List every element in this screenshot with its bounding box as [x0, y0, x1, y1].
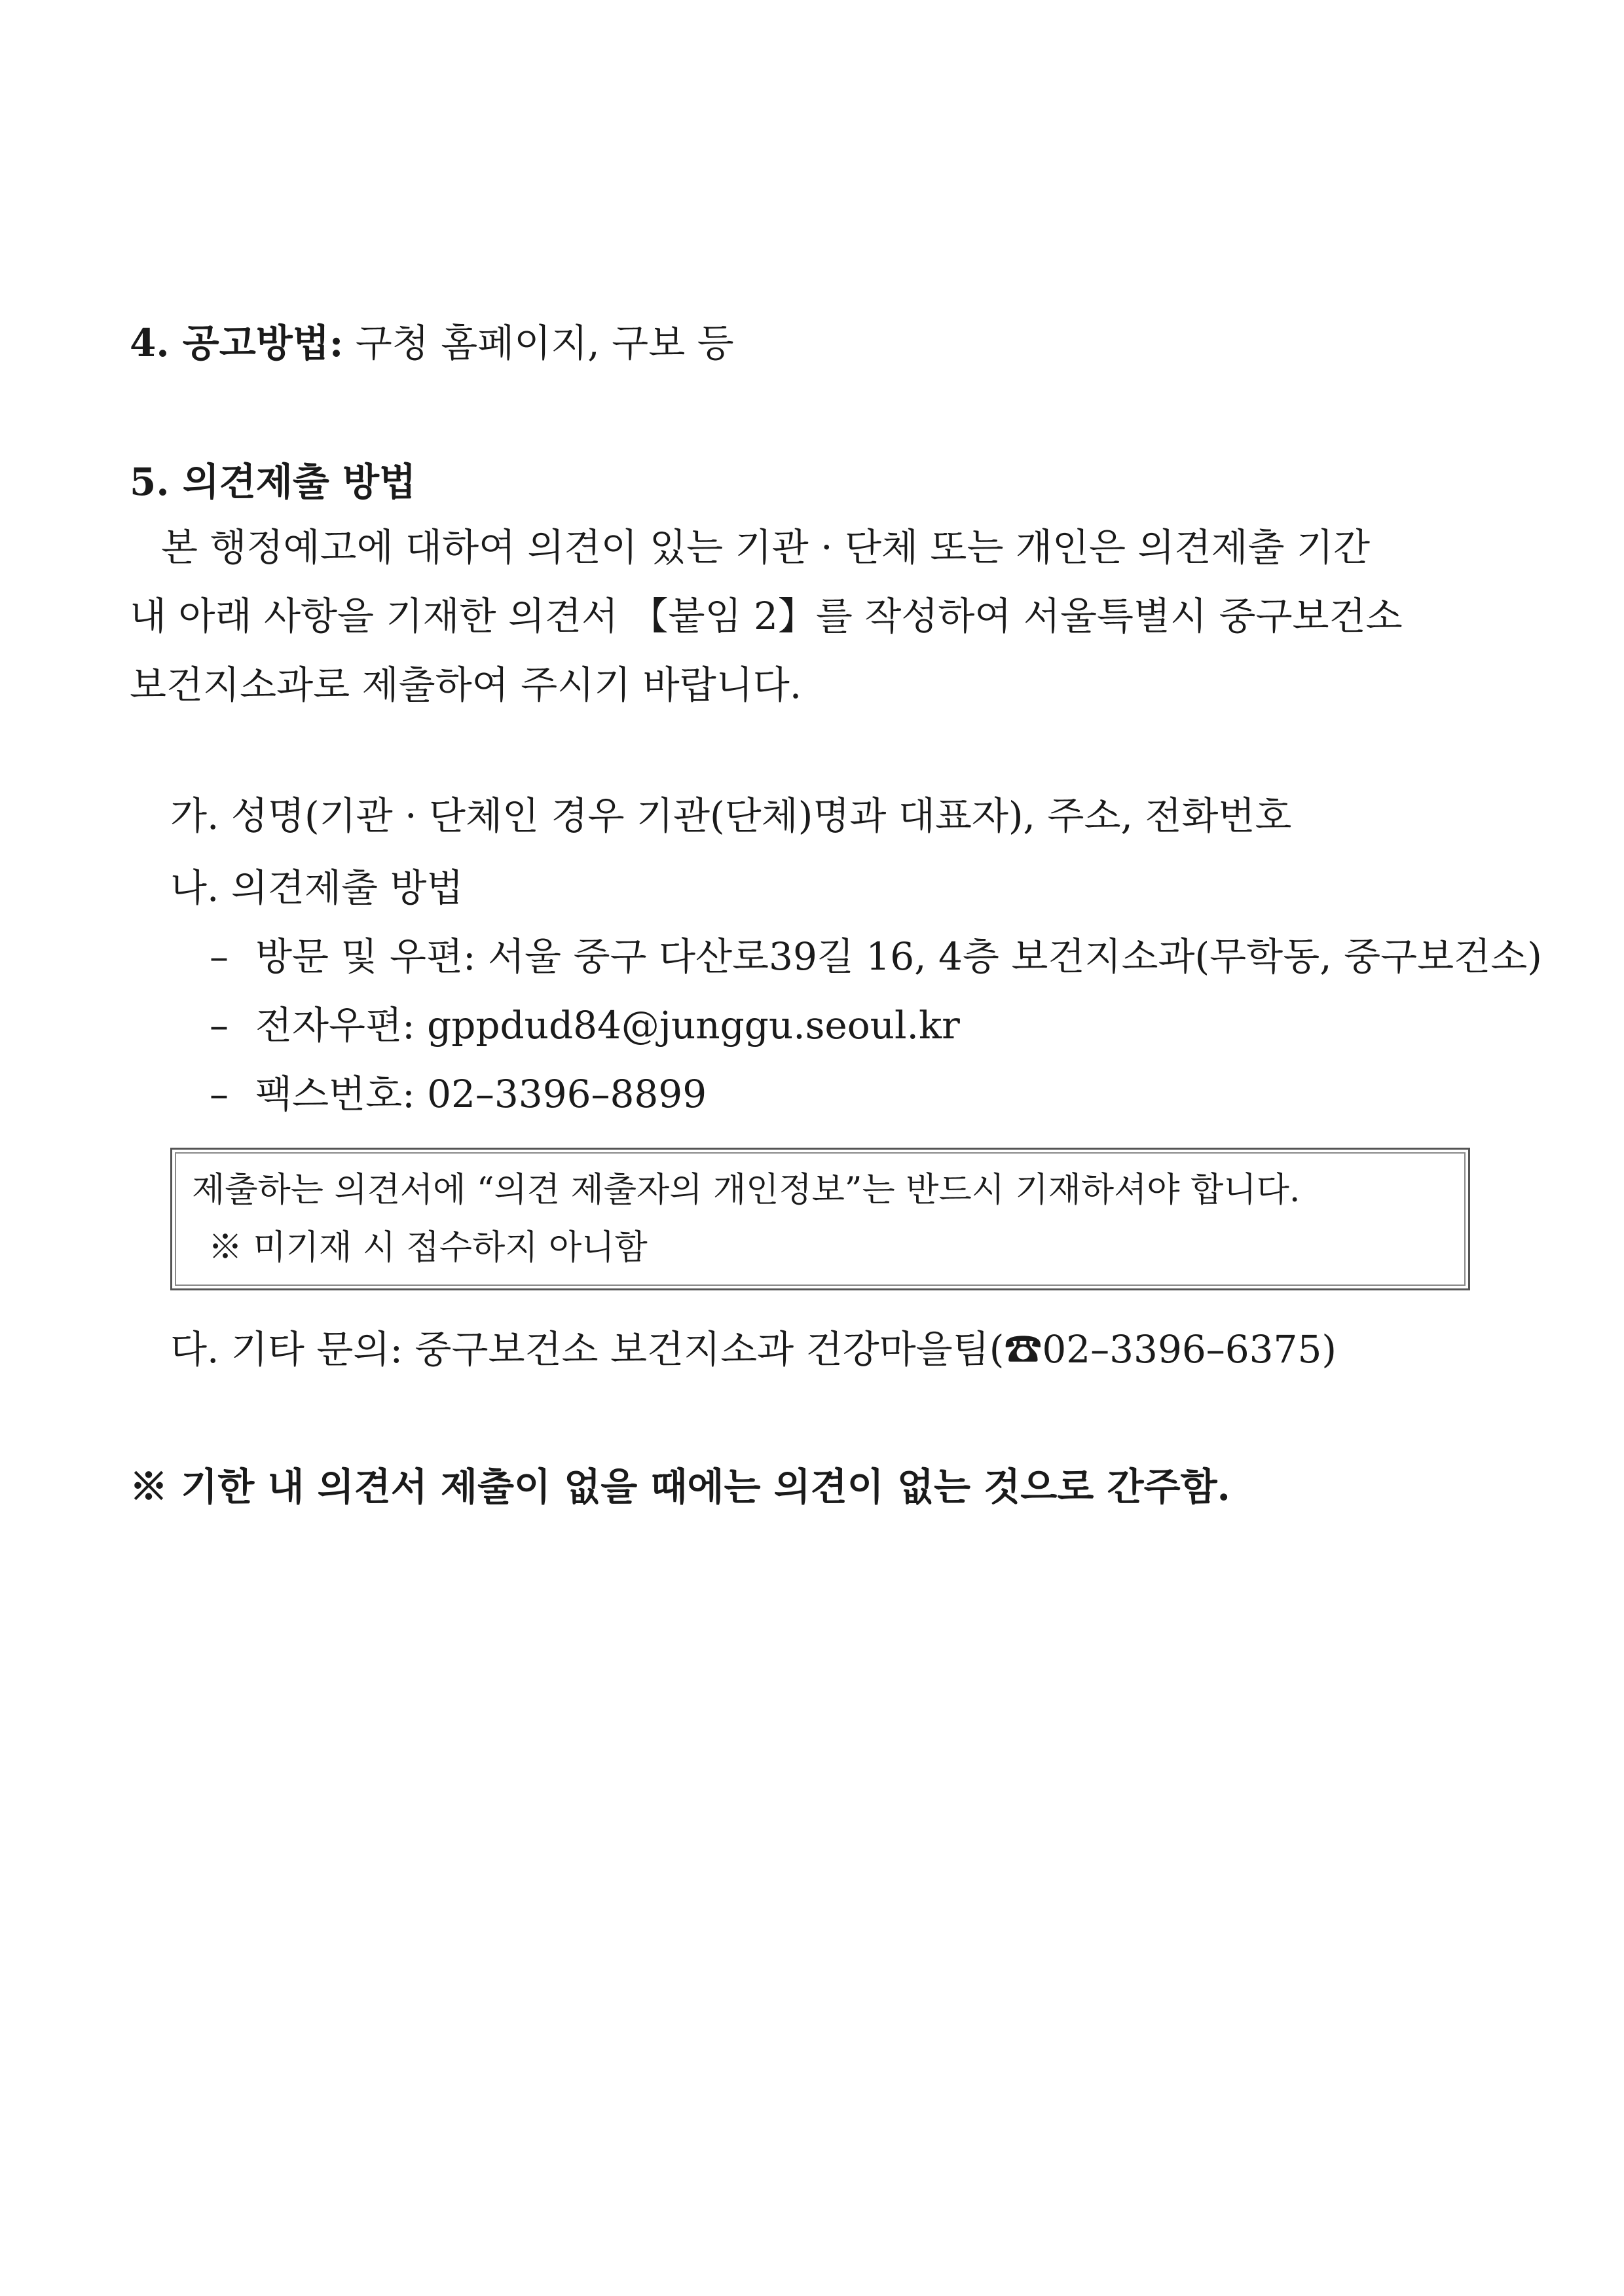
dash-bullet: –: [210, 934, 229, 979]
sub-item-text: 팩스번호: 02–3396–8899: [255, 1072, 707, 1116]
section-5-heading: 5. 의견제출 방법: [130, 460, 416, 504]
sub-item-fax: [210, 1070, 707, 1118]
notice-line-2: ※ 미기재 시 접수하지 아니함: [208, 1228, 648, 1267]
paragraph-line-1: 본 행정예고에 대하여 의견이 있는 기관 · 단체 또는 개인은 의견제출 기간: [161, 525, 1371, 570]
notice-line-1: 제출하는 의견서에 “의견 제출자의 개인정보”는 반드시 기재하셔야 합니다.: [192, 1171, 1301, 1210]
final-note: ※ 기한 내 의견서 제출이 없을 때에는 의견이 없는 것으로 간주함.: [130, 1465, 1230, 1509]
paragraph-line-2: 내 아래 사항을 기재한 의견서 【붙임 2】를 작성하여 서울특별시 중구보건소: [130, 594, 1403, 638]
sub-item-visit-mail: [210, 933, 1542, 980]
sub-item-text: 전자우편: gppdud84@junggu.seoul.kr: [255, 1003, 960, 1048]
sub-item-email: [210, 1002, 960, 1049]
dash-bullet: –: [210, 1072, 229, 1116]
sub-item-text: 방문 및 우편: 서울 중구 다산로39길 16, 4층 보건지소과(무학동, 중구보건소): [255, 934, 1542, 979]
section-4-text: 구청 홈페이지, 구보 등: [343, 321, 734, 365]
item-na: 나. 의견제출 방법: [170, 866, 464, 910]
dash-bullet: –: [210, 1003, 229, 1048]
item-ga: 가. 성명(기관 · 단체인 경우 기관(단체)명과 대표자), 주소, 전화번호: [170, 793, 1292, 838]
section-4-line: [130, 319, 734, 367]
paragraph-line-3: 보건지소과로 제출하여 주시기 바랍니다.: [130, 663, 802, 707]
item-da: 다. 기타 문의: 중구보건소 보건지소과 건강마을팀(☎02–3396–6375): [170, 1327, 1337, 1372]
notice-box: [170, 1148, 1470, 1290]
section-4-heading: 4. 공고방법:: [130, 321, 344, 365]
